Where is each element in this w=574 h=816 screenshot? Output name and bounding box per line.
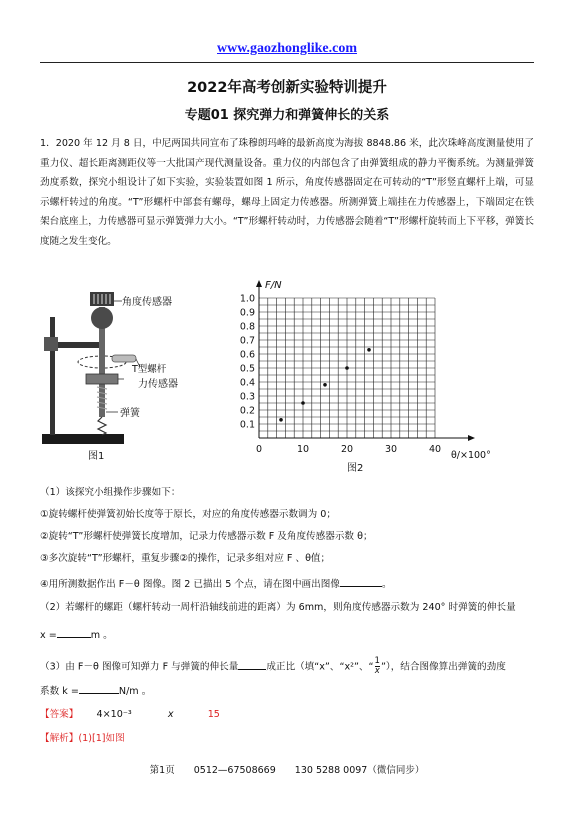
y-tick-label: 0.3 (239, 391, 255, 403)
x-tick-label: 20 (340, 444, 354, 455)
stand-base (42, 434, 124, 444)
y-axis-label: F/N (265, 280, 282, 291)
y-tick-label: 0.4 (239, 377, 255, 389)
q1-intro: （1）该探究小组操作步骤如下： (40, 487, 181, 498)
step-3: ③多次旋转“T”形螺杆，重复步骤②的操作，记录多组对应 F 、θ值； (40, 553, 331, 564)
x-axis-arrow (468, 435, 475, 441)
figure1-apparatus (40, 287, 200, 462)
step-4-text: ④用所测数据作出 F－θ 图像。图 2 已描出 5 个点，请在图中画出图像 (40, 579, 340, 590)
q2-unit: m 。 (90, 630, 113, 641)
q2-x-label: x = (40, 630, 57, 641)
q2-answer-line (40, 626, 534, 643)
footer-phone-2: 130 5288 0097（微信同步） (294, 765, 425, 776)
data-point (301, 401, 305, 405)
x-axis-label: θ/×100° (451, 450, 491, 461)
footer (0, 762, 574, 776)
label-force-sensor: 力传感器 (138, 379, 178, 390)
figure2-caption: 图2 (347, 463, 364, 474)
q3-part-c: ”），结合图像算出弹簧的劲度 (380, 661, 506, 673)
blank-graph[interactable] (340, 575, 382, 587)
y-tick-label: 0.6 (239, 349, 255, 361)
analysis-label: 【解析】 (40, 733, 79, 744)
x-tick-label: 10 (296, 444, 310, 455)
q3-part-a: （3）由 F－θ 图像可知弹力 F 与弹簧的伸长量 (40, 661, 239, 673)
x-tick-labels (256, 444, 441, 455)
q3-part-b: 成正比（填“x”、“x²”、“ (266, 661, 374, 673)
t-handle (112, 355, 136, 362)
label-angle-sensor: 角度传感器 (122, 297, 172, 308)
data-points (279, 348, 371, 422)
q3-fraction (375, 657, 380, 676)
q2-text: （2）若螺杆的螺距（螺杆转动一周杆沿轴线前进的距离）为 6mm，则角度传感器示数为 240° 时弹簧的伸长量 (40, 602, 516, 613)
figure2-chart (235, 276, 500, 476)
answer-line (40, 708, 534, 722)
analysis-line (40, 732, 534, 746)
footer-page: 第1页 (149, 765, 175, 776)
clamp-block (44, 337, 58, 351)
spring-coil (98, 417, 106, 435)
y-tick-labels (240, 294, 255, 431)
x-tick-label: 0 (255, 444, 263, 455)
blank-proportion[interactable] (238, 658, 266, 670)
y-axis-arrow (256, 280, 262, 287)
answer-value-3: 15 (207, 709, 220, 720)
answer-value-1: 4×10⁻³ (96, 709, 132, 720)
fraction-denominator: x (374, 666, 380, 676)
force-sensor (86, 374, 118, 384)
y-tick-label: 0.5 (239, 363, 255, 375)
y-tick-label: 0.7 (239, 335, 255, 347)
figure1-caption: 图1 (88, 451, 105, 462)
answer-label: 【答案】 (40, 709, 79, 720)
step-4-end: 。 (381, 579, 392, 590)
y-tick-label: 0.9 (239, 307, 255, 319)
step-2: ②旋转“T”形螺杆使弹簧长度增加，记录力传感器示数 F 及角度传感器示数 θ； (40, 531, 373, 542)
step-4 (40, 575, 534, 592)
y-tick-label: 0.2 (239, 405, 255, 417)
answer-value-2: x (167, 709, 174, 720)
data-point (345, 366, 349, 370)
y-tick-label: 0.1 (239, 419, 255, 431)
y-tick-label: 0.8 (239, 321, 255, 333)
site-link[interactable]: www.gaozhonglike.com (217, 41, 357, 56)
x-tick-label: 30 (384, 444, 398, 455)
q3-text (40, 657, 534, 676)
label-t-screw: T型螺杆 (132, 364, 167, 375)
fraction-numerator: 1 (374, 656, 380, 666)
q3-k-line (40, 682, 534, 699)
data-point (323, 383, 327, 387)
angle-sensor-knob (91, 307, 113, 329)
step-1: ①旋转螺杆使弹簧初始长度等于原长，对应的角度传感器示数调为 0； (40, 509, 336, 520)
stand-rod (50, 317, 55, 435)
q3-k-unit: N/m 。 (118, 686, 152, 697)
analysis-text: (1)[1]如图 (78, 733, 125, 744)
blank-extension[interactable] (57, 626, 91, 638)
data-point (279, 418, 283, 422)
label-spring: 弹簧 (120, 408, 140, 419)
data-point (367, 348, 371, 352)
document-title: 2022年高考创新实验特训提升 (187, 80, 387, 96)
q3-k-label: 系数 k = (40, 686, 79, 697)
footer-phone-1: 0512—67508669 (193, 765, 276, 776)
header-divider (40, 62, 534, 63)
x-tick-label: 40 (428, 444, 442, 455)
y-tick-label: 1.0 (239, 293, 255, 305)
problem-intro: 1．2020 年 12 月 8 日，中尼两国共同宣布了珠穆朗玛峰的最新高度为海拔 8848.86 米，此次珠峰高度测量使用了重力仪、超长距离测距仪等一大批国产现代测量设备。重力仪的内部包含了由弹簧组成的静力平衡系统。为测量弹簧劲度系数，探究小组设计了如下实验，实验装置如图 1 所示，角度传感器固定在可转动的“T”形竖直螺杆上端，可显示螺杆转过的角度。“T”形螺杆中部套有螺母，螺母上固定力传感器。所测弹簧上端挂在力传感器上，下端固定在铁架台底座上，力传感器可显示弹簧弹力大小。“T”形螺杆转动时，力传感器会随着“T”形螺杆旋转而上下平移，弹簧长度随之发生变化。 (40, 138, 534, 247)
document-subtitle: 专题01 探究弹力和弹簧伸长的关系 (184, 108, 390, 123)
blank-k[interactable] (79, 682, 119, 694)
